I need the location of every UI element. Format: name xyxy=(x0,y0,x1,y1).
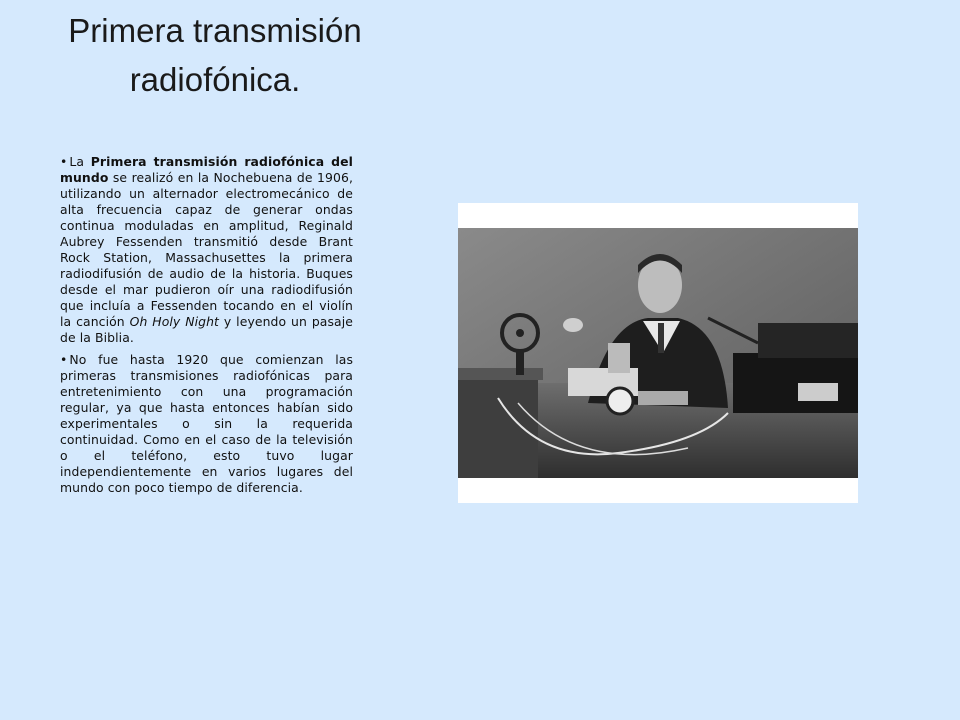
bullet: • xyxy=(60,154,68,169)
paragraph-1-bold: Primera transmisión radiofónica del mundo xyxy=(60,154,353,185)
paragraph-2 xyxy=(60,352,353,496)
slide-body xyxy=(60,154,353,502)
paragraph-2-text: No fue hasta 1920 que comienzan las primeras transmisiones radiofónicas para entretenimiento con una programación regular, ya que hasta entonces habían sido experimentales o sin la requerida continuidad. Como en el caso de la televisión o el teléfono, esto tuvo lugar independientemente en varios lugares del mundo con poco tiempo de diferencia. xyxy=(60,352,353,495)
paragraph-1-text-2: y leyendo un pasaje de la Biblia. xyxy=(60,314,353,345)
photo-illustration xyxy=(458,203,858,503)
historical-photo xyxy=(458,203,858,503)
slide-title: Primera transmisión radiofónica. xyxy=(68,12,362,98)
paragraph-1 xyxy=(60,154,353,346)
bullet: • xyxy=(60,352,68,367)
paragraph-1-text-1: se realizó en la Nochebuena de 1906, utilizando un alternador electromecánico de alta frecuencia capaz de generar ondas continua moduladas en amplitud, Reginald Aubrey Fessenden transmitió desde Brant Rock Station, Massachusettes la primera radiodifusión de audio de la historia. Buques desde el mar pudieron oír una radiodifusión que incluía a Fessenden tocando en el violín la canción xyxy=(60,170,353,329)
song-title: Oh Holy Night xyxy=(129,314,220,329)
paragraph-1-prefix: La xyxy=(69,154,91,169)
